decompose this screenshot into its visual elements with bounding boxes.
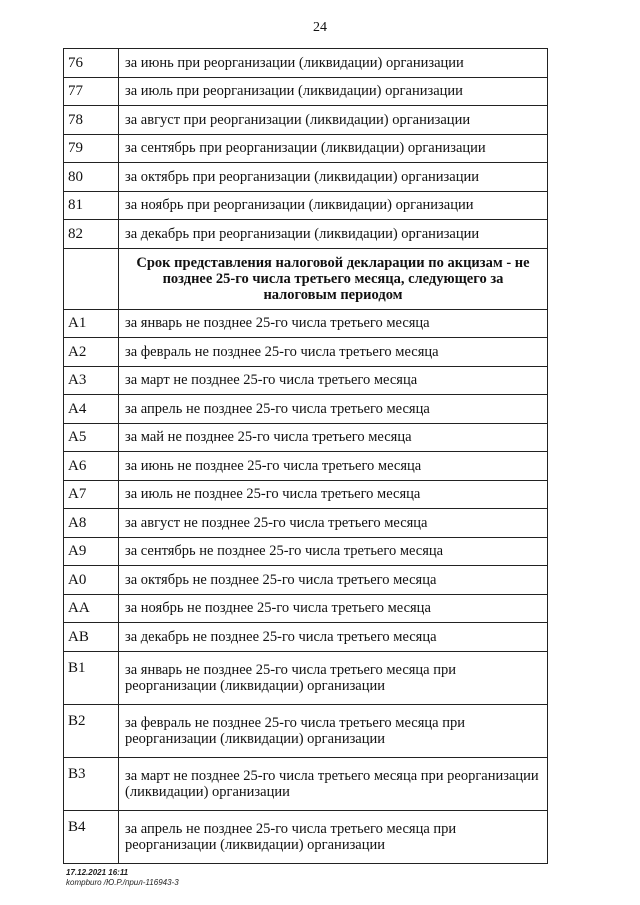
description-cell: за октябрь при реорганизации (ликвидации) организации [119,163,548,192]
table-row [64,134,548,163]
description-cell: за июнь при реорганизации (ликвидации) организации [119,49,548,78]
description-cell: за январь не позднее 25-го числа третьего месяца [119,309,548,338]
code-cell: 79 [64,134,119,163]
table-row [64,77,548,106]
code-cell: 77 [64,77,119,106]
code-cell: B4 [64,810,119,863]
table-row [64,309,548,338]
description-cell: за сентябрь не позднее 25-го числа третьего месяца [119,537,548,566]
code-cell: A4 [64,395,119,424]
table-row [64,338,548,367]
description-cell: за июль не позднее 25-го числа третьего месяца [119,480,548,509]
code-cell: A5 [64,423,119,452]
table-row [64,704,548,757]
table-row [64,480,548,509]
description-cell: за декабрь при реорганизации (ликвидации) организации [119,220,548,249]
description-cell: за август при реорганизации (ликвидации) организации [119,106,548,135]
description-cell: за март не позднее 25-го числа третьего месяца [119,366,548,395]
description-cell: за июнь не позднее 25-го числа третьего месяца [119,452,548,481]
description-cell: за май не позднее 25-го числа третьего месяца [119,423,548,452]
description-cell: за ноябрь при реорганизации (ликвидации) организации [119,191,548,220]
codes-table [63,48,548,864]
code-cell: B2 [64,704,119,757]
table-row [64,163,548,192]
description-cell: за сентябрь при реорганизации (ликвидации) организации [119,134,548,163]
description-cell: за февраль не позднее 25-го числа третьего месяца при реорганизации (ликвидации) организации [119,704,548,757]
table-row [64,594,548,623]
footer-signature: kompburo /Ю.Р./прил-116943-3 [66,878,179,887]
table-row [64,191,548,220]
code-cell: A2 [64,338,119,367]
table-row [64,566,548,595]
table-row [64,651,548,704]
code-cell: A7 [64,480,119,509]
code-cell: AA [64,594,119,623]
table-row [64,366,548,395]
description-cell: за апрель не позднее 25-го числа третьего месяца при реорганизации (ликвидации) организации [119,810,548,863]
description-cell: за декабрь не позднее 25-го числа третьего месяца [119,623,548,652]
description-cell: за октябрь не позднее 25-го числа третьего месяца [119,566,548,595]
code-cell: 80 [64,163,119,192]
code-cell: 76 [64,49,119,78]
table-row [64,49,548,78]
code-cell: B1 [64,651,119,704]
code-cell: A1 [64,309,119,338]
code-cell: A6 [64,452,119,481]
section-heading-row [64,248,548,309]
footer-timestamp: 17.12.2021 16:11 [66,868,129,877]
description-cell: за июль при реорганизации (ликвидации) организации [119,77,548,106]
description-cell: за ноябрь не позднее 25-го числа третьего месяца [119,594,548,623]
table-row [64,395,548,424]
table-row [64,537,548,566]
code-cell: AB [64,623,119,652]
table-row [64,452,548,481]
code-cell-empty [64,248,119,309]
code-cell: 78 [64,106,119,135]
table-row [64,757,548,810]
table-row [64,509,548,538]
table-row [64,106,548,135]
document-footer [66,868,179,888]
code-cell: B3 [64,757,119,810]
code-cell: A0 [64,566,119,595]
table-row [64,423,548,452]
description-cell: за январь не позднее 25-го числа третьего месяца при реорганизации (ликвидации) организации [119,651,548,704]
code-cell: A9 [64,537,119,566]
code-cell: A8 [64,509,119,538]
description-cell: за февраль не позднее 25-го числа третьего месяца [119,338,548,367]
description-cell: за март не позднее 25-го числа третьего месяца при реорганизации (ликвидации) организации [119,757,548,810]
code-cell: 82 [64,220,119,249]
code-cell: 81 [64,191,119,220]
table-row [64,220,548,249]
section-heading: Срок представления налоговой декларации по акцизам - не позднее 25-го числа третьего месяца, следующего за налоговым периодом [119,248,548,309]
description-cell: за август не позднее 25-го числа третьего месяца [119,509,548,538]
table-row [64,623,548,652]
page-number: 24 [313,20,327,35]
description-cell: за апрель не позднее 25-го числа третьего месяца [119,395,548,424]
code-cell: A3 [64,366,119,395]
table-row [64,810,548,863]
